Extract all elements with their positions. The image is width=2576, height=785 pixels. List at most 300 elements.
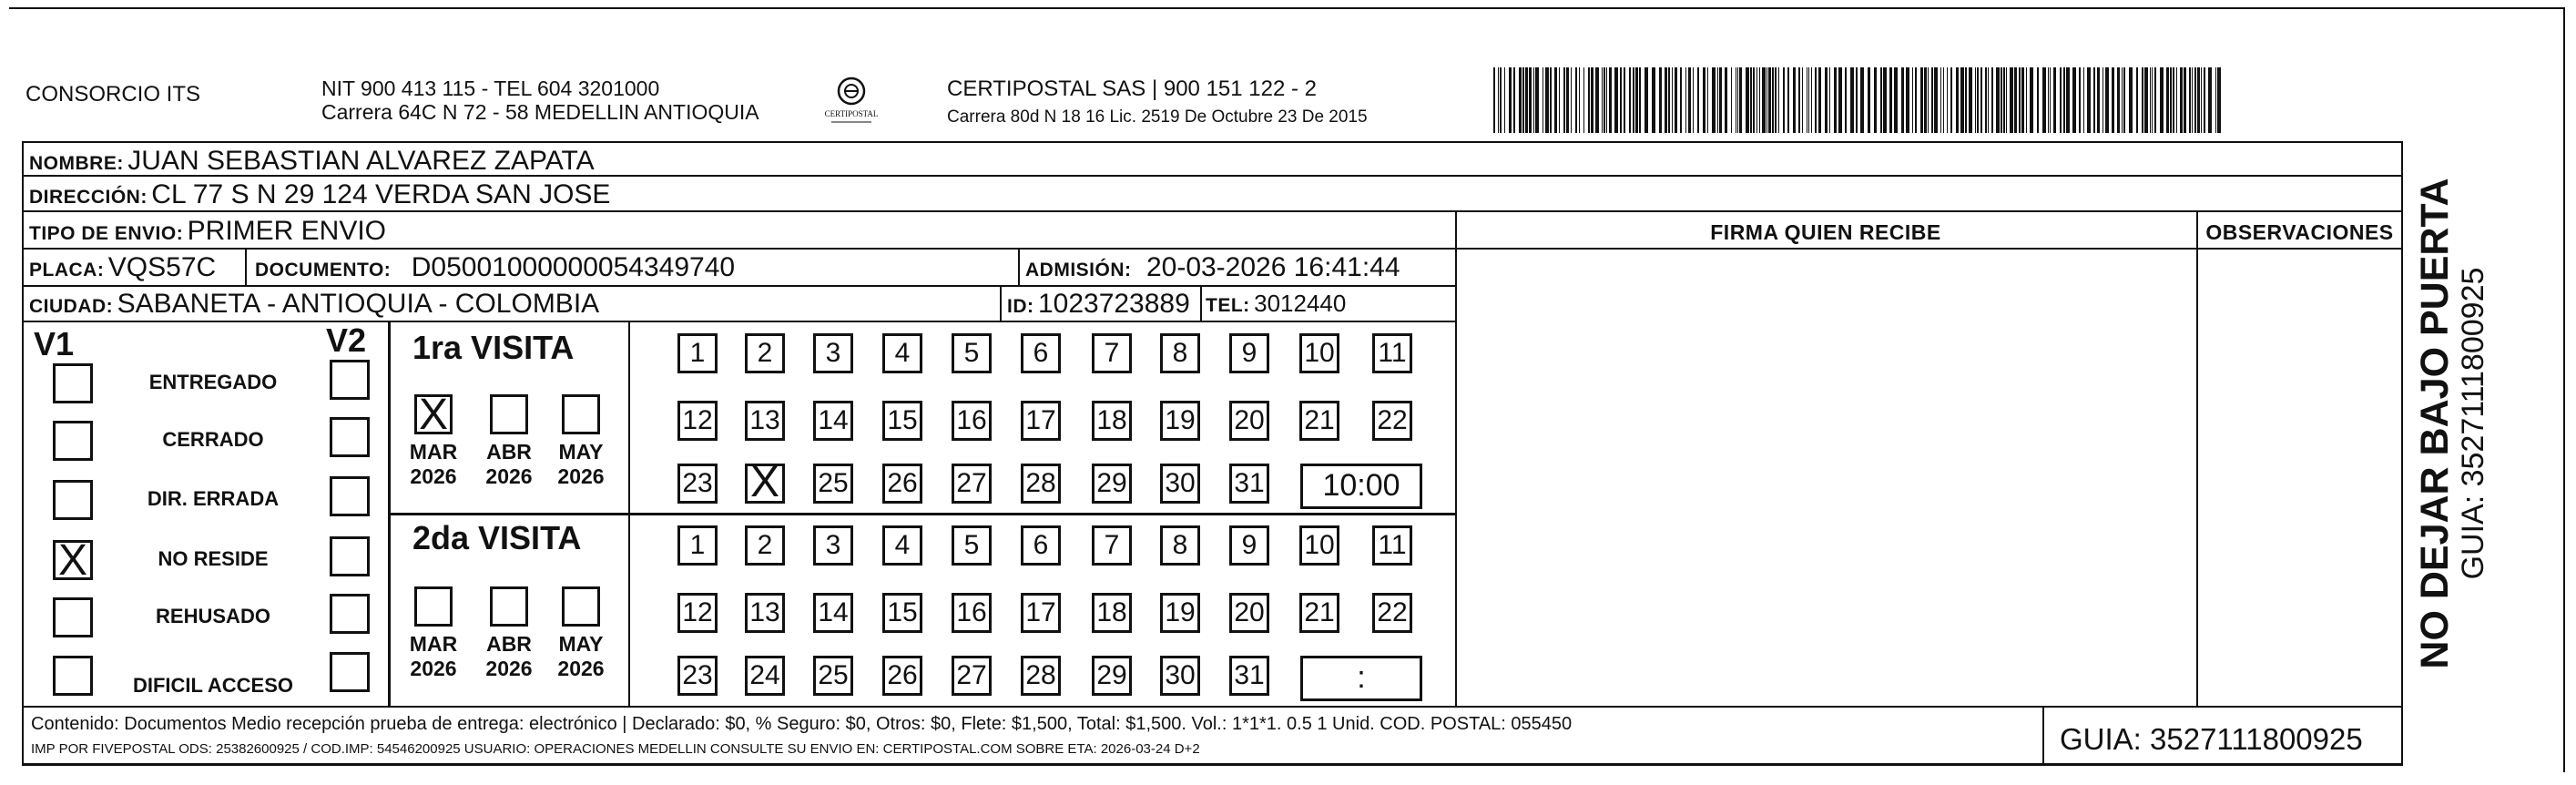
id-divider <box>1000 285 1002 321</box>
v2-checkbox[interactable] <box>330 360 370 400</box>
day-box[interactable]: 2 <box>745 525 785 566</box>
v2-checkbox[interactable] <box>330 417 370 457</box>
barcode-bar <box>2166 67 2169 133</box>
barcode-bar <box>2001 67 2002 133</box>
barcode-bar <box>1768 67 1771 133</box>
barcode-bar <box>1519 67 1522 133</box>
day-box[interactable]: 10 <box>1299 525 1339 566</box>
barcode-bar <box>1874 67 1877 133</box>
barcode-bar <box>2144 67 2148 133</box>
day-box[interactable]: 26 <box>882 656 922 696</box>
barcode-bar <box>2030 67 2033 133</box>
sender-address: Carrera 64C N 72 - 58 MEDELLIN ANTIOQUIA <box>321 100 759 124</box>
day-box[interactable]: 11 <box>1372 525 1412 566</box>
barcode-bar <box>1818 67 1821 133</box>
barcode-bar <box>2197 67 2200 133</box>
direccion-value: CL 77 S N 29 124 VERDA SAN JOSE <box>151 179 611 209</box>
barcode-bar <box>1719 67 1722 133</box>
barcode-bar <box>2042 67 2046 133</box>
barcode-bar <box>1604 67 1605 133</box>
barcode-bar <box>2123 67 2125 133</box>
barcode-bar <box>1522 67 1524 133</box>
barcode-bar <box>1947 67 1948 133</box>
barcode-bar <box>1665 67 1667 133</box>
barcode-bar <box>2050 67 2051 133</box>
barcode-bar <box>1675 67 1677 133</box>
day-box[interactable]: 19 <box>1160 593 1200 633</box>
barcode-bar <box>2006 67 2007 133</box>
day-box[interactable]: 13 <box>745 593 785 633</box>
month-year: 2026 <box>410 464 457 488</box>
day-box[interactable]: 7 <box>1092 333 1132 373</box>
barcode-bar <box>1554 67 1557 133</box>
carrier-name: CERTIPOSTAL SAS | 900 151 122 - 2 <box>947 76 1317 101</box>
barcode-bar <box>1509 67 1512 133</box>
barcode-bar <box>1969 67 1972 133</box>
barcode-bar <box>1965 67 1967 133</box>
barcode-bar <box>1988 67 1989 133</box>
status-label: NO RESIDE <box>158 547 269 570</box>
barcode-bar <box>1583 67 1584 133</box>
barcode-bar <box>1868 67 1870 133</box>
barcode-bar <box>2154 67 2156 133</box>
barcode-bar <box>1931 67 1933 133</box>
observaciones-header: OBSERVACIONES <box>2205 220 2394 244</box>
month-year: 2026 <box>557 464 605 488</box>
barcode-bar <box>1525 67 1528 133</box>
day-box[interactable]: 8 <box>1160 333 1200 373</box>
visit2-time-field[interactable]: : <box>1300 656 1422 701</box>
footer-imp: IMP POR FIVEPOSTAL ODS: 25382600925 / COD.IMP: 54546200925 USUARIO: OPERACIONES MEDELLIN CONSULTE SU ENVIO EN: CERTIPOSTAL.COM SOBRE ETA: 2026-03-24 D+2 <box>31 741 1200 757</box>
outer-right-border <box>2563 7 2565 772</box>
day-box[interactable]: 26 <box>882 464 922 504</box>
barcode-bar <box>1985 67 1987 133</box>
id-value: 1023723889 <box>1037 289 1190 319</box>
status-label: CERRADO <box>162 428 264 451</box>
month-label: MAR <box>409 632 458 656</box>
barcode-bar <box>2170 67 2172 133</box>
barcode-bar <box>1697 67 1699 133</box>
barcode-bar <box>2201 67 2202 133</box>
barcode-bar <box>2173 67 2174 133</box>
barcode-bar <box>1901 67 1904 133</box>
day-box[interactable]: 28 <box>1021 656 1061 696</box>
obs-left-divider <box>2196 210 2198 708</box>
barcode-bar <box>1725 67 1727 133</box>
barcode-bar <box>1856 67 1858 133</box>
barcode-bar <box>1498 67 1499 133</box>
barcode-bar <box>1559 67 1560 133</box>
barcode-bar <box>2014 67 2017 133</box>
barcode-bar <box>1591 67 1593 133</box>
placa-value: VQS57C <box>107 252 217 282</box>
documento-label: DOCUMENTO: <box>255 260 392 280</box>
barcode-bar <box>2122 67 2123 133</box>
day-box[interactable]: 24 <box>745 656 785 696</box>
barcode-bar <box>1975 67 1976 133</box>
status-label: REHUSADO <box>156 605 270 627</box>
barcode-bar <box>1703 67 1705 133</box>
barcode-bar <box>2060 67 2062 133</box>
admision-value: 20-03-2026 16:41:44 <box>1145 252 1400 282</box>
barcode-bar <box>2117 67 2120 133</box>
day-box[interactable]: 9 <box>1229 333 1269 373</box>
barcode-bar <box>2083 67 2084 133</box>
day-box[interactable]: 1 <box>677 333 718 373</box>
day-box[interactable]: 4 <box>882 525 922 566</box>
month-year: 2026 <box>410 657 457 680</box>
barcode-bar <box>1533 67 1534 133</box>
day-box[interactable]: 11 <box>1372 333 1412 373</box>
barcode-bar <box>1629 67 1631 133</box>
tel-value: 3012440 <box>1254 290 1347 317</box>
barcode-bar <box>2003 67 2005 133</box>
tel-cell <box>1206 290 1346 318</box>
footer-contenido: Contenido: Documentos Medio recepción prueba de entrega: electrónico | Declarado: $0, % Seguro: $0, Otros: $0, Flete: $1,500, Total: $1,500. Vol.: 1*1*1. 0.5 1 Unid. COD. POSTAL: 055450 <box>31 714 1573 734</box>
day-box[interactable]: 18 <box>1092 401 1132 441</box>
barcode-bar <box>1672 67 1673 133</box>
barcode-bar <box>1750 67 1752 133</box>
barcode-bar <box>2112 67 2114 133</box>
barcode-bar <box>1493 67 1495 133</box>
footer-divider <box>22 706 2403 708</box>
barcode-bar <box>2063 67 2065 133</box>
ciudad-value: SABANETA - ANTIOQUIA - COLOMBIA <box>117 289 600 319</box>
barcode-bar <box>2217 67 2221 133</box>
day-box[interactable]: 20 <box>1229 401 1269 441</box>
visit-day-divider <box>628 321 630 708</box>
row-divider-5 <box>22 321 1456 322</box>
barcode-bar <box>1602 67 1603 133</box>
barcode-bar <box>2184 67 2186 133</box>
day-box[interactable]: 12 <box>677 401 718 441</box>
barcode-bar <box>1775 67 1777 133</box>
barcode-bar <box>1940 67 1941 133</box>
day-box[interactable]: 4 <box>882 333 922 373</box>
day-box[interactable]: 8 <box>1160 525 1200 566</box>
barcode-bar <box>1753 67 1755 133</box>
footer-guia-divider <box>2042 708 2044 764</box>
barcode-bar <box>1579 67 1580 133</box>
v1-checkbox[interactable] <box>53 597 93 637</box>
barcode-bar <box>1928 67 1929 133</box>
month-label: MAY <box>558 440 604 464</box>
placa-divider <box>245 248 247 285</box>
barcode-bar <box>1737 67 1738 133</box>
barcode-bar <box>1845 67 1847 133</box>
barcode-bar <box>1834 67 1837 133</box>
barcode-bar <box>1787 67 1789 133</box>
barcode-bar <box>1759 67 1760 133</box>
day-box[interactable]: 21 <box>1299 593 1339 633</box>
v1-checkbox[interactable] <box>53 363 93 403</box>
barcode-bar <box>1550 67 1552 133</box>
barcode-bar <box>2072 67 2076 133</box>
day-box[interactable]: 17 <box>1021 401 1061 441</box>
v1-checkbox[interactable] <box>53 421 93 461</box>
visit2-title: 2da VISITA <box>412 519 582 556</box>
barcode-bar <box>1894 67 1898 133</box>
placa-cell <box>29 252 216 283</box>
v2-checkbox[interactable] <box>330 536 370 576</box>
barcode-bar <box>2215 67 2216 133</box>
tipo-row <box>29 216 386 247</box>
day-box[interactable]: 29 <box>1092 656 1132 696</box>
v1-checkbox[interactable] <box>53 656 93 696</box>
barcode-bar <box>1563 67 1565 133</box>
day-box[interactable]: 12 <box>677 593 718 633</box>
barcode-bar <box>2142 67 2143 133</box>
barcode-bar <box>1513 67 1515 133</box>
documento-value: D05001000000054349740 <box>411 252 736 282</box>
month-year: 2026 <box>485 464 533 488</box>
visit-divider <box>391 513 1457 515</box>
v1-checkbox[interactable] <box>53 536 93 585</box>
barcode-bar <box>2087 67 2091 133</box>
month-checkbox[interactable] <box>414 586 453 627</box>
day-box[interactable]: 6 <box>1021 333 1061 373</box>
id-label: ID: <box>1007 296 1034 317</box>
barcode-bar <box>1850 67 1854 133</box>
day-box[interactable]: 25 <box>813 464 853 504</box>
day-box[interactable]: 15 <box>882 593 922 633</box>
barcode-bar <box>1912 67 1913 133</box>
day-box[interactable]: 27 <box>952 656 992 696</box>
carrier-license: Carrera 80d N 18 16 Lic. 2519 De Octubre 23 De 2015 <box>947 107 1368 127</box>
tel-label: TEL: <box>1206 295 1250 316</box>
barcode-bar <box>1934 67 1938 133</box>
barcode-bar <box>1652 67 1655 133</box>
barcode-bar <box>2208 67 2212 133</box>
status-label: DIR. ERRADA <box>147 487 280 510</box>
month-year: 2026 <box>485 657 533 680</box>
day-box[interactable]: 19 <box>1160 401 1200 441</box>
day-box[interactable]: 29 <box>1092 464 1132 504</box>
certipostal-logo <box>824 73 879 129</box>
barcode-bar <box>2189 67 2191 133</box>
logo-text: CERTIPOSTAL <box>824 109 879 118</box>
nombre-row <box>29 146 595 177</box>
barcode-bar <box>1624 67 1625 133</box>
barcode-bar <box>1880 67 1882 133</box>
barcode-bar <box>1980 67 1982 133</box>
v2-label: V2 <box>326 321 367 359</box>
barcode-bar <box>1808 67 1809 133</box>
barcode-bar <box>2010 67 2013 133</box>
barcode-bar <box>1802 67 1803 133</box>
barcode-bar <box>1644 67 1648 133</box>
barcode-bar <box>1545 67 1549 133</box>
month-label: MAR <box>409 440 458 464</box>
barcode-bar <box>2093 67 2095 133</box>
v2-checkbox[interactable] <box>330 476 370 516</box>
month-checkbox[interactable] <box>490 586 528 627</box>
barcode-bar <box>1609 67 1612 133</box>
visit1-title: 1ra VISITA <box>412 329 575 366</box>
day-box[interactable]: 18 <box>1092 593 1132 633</box>
barcode-bar <box>1668 67 1670 133</box>
barcode-bar <box>2026 67 2027 133</box>
month-label: ABR <box>486 632 532 656</box>
barcode-bar <box>2194 67 2196 133</box>
barcode-bar <box>1575 67 1577 133</box>
side-warning: NO DEJAR BAJO PUERTA <box>2413 178 2457 669</box>
ciudad-cell <box>29 289 599 320</box>
direccion-row <box>29 179 610 210</box>
day-box[interactable]: 17 <box>1021 593 1061 633</box>
day-box[interactable]: 16 <box>952 401 992 441</box>
visit1-time-field[interactable]: 10:00 <box>1300 464 1422 509</box>
month-check-mark: X <box>418 391 448 439</box>
table-right-border <box>2401 141 2403 765</box>
admision-label: ADMISIÓN: <box>1025 260 1132 280</box>
barcode-bar <box>1956 67 1959 133</box>
outer-top-border <box>9 7 2563 9</box>
barcode-bar <box>1659 67 1662 133</box>
v2-checkbox[interactable] <box>330 594 370 634</box>
barcode-bar <box>1614 67 1618 133</box>
day-box[interactable]: 21 <box>1299 401 1339 441</box>
day-box[interactable]: 13 <box>745 401 785 441</box>
day-box[interactable]: 30 <box>1160 656 1200 696</box>
barcode-bar <box>1633 67 1634 133</box>
month-year: 2026 <box>557 657 605 680</box>
month-checkbox[interactable] <box>562 586 600 627</box>
month-checkbox[interactable] <box>414 391 453 439</box>
status-label: DIFICIL ACCESO <box>132 674 293 697</box>
barcode-bar <box>1950 67 1952 133</box>
day-box[interactable]: 14 <box>813 401 853 441</box>
barcode-bar <box>1883 67 1887 133</box>
day-box[interactable]: 31 <box>1229 656 1269 696</box>
barcode-bar <box>1920 67 1923 133</box>
day-box[interactable]: 5 <box>952 333 992 373</box>
id-cell <box>1007 289 1190 320</box>
barcode-bar <box>1889 67 1892 133</box>
barcode-bar <box>1717 67 1718 133</box>
barcode-bar <box>2176 67 2177 133</box>
day-box[interactable]: 3 <box>813 525 853 566</box>
barcode-bar <box>1504 67 1505 133</box>
day-box[interactable]: 5 <box>952 525 992 566</box>
nombre-label: NOMBRE: <box>29 153 124 174</box>
barcode-bar <box>1529 67 1532 133</box>
barcode-bar <box>1783 67 1785 133</box>
barcode-bar <box>1798 67 1800 133</box>
day-box[interactable]: 27 <box>952 464 992 504</box>
barcode-bar <box>1535 67 1539 133</box>
day-box[interactable]: 25 <box>813 656 853 696</box>
barcode-bar <box>2105 67 2109 133</box>
footer-guia: GUIA: 3527111800925 <box>2060 722 2363 756</box>
day-box[interactable]: 16 <box>952 593 992 633</box>
table-left-border <box>22 141 24 765</box>
barcode-bar <box>1915 67 1917 133</box>
month-label: MAY <box>558 632 604 656</box>
day-box[interactable]: 2 <box>745 333 785 373</box>
day-box[interactable]: 1 <box>677 525 718 566</box>
v1-checkbox[interactable] <box>53 480 93 520</box>
barcode-bar <box>1860 67 1864 133</box>
barcode-bar <box>2048 67 2049 133</box>
month-checkbox[interactable] <box>490 394 528 434</box>
ciudad-label: CIUDAD: <box>29 296 114 317</box>
day-box[interactable]: 3 <box>813 333 853 373</box>
side-guia: GUIA: 3527111800925 <box>2456 267 2490 580</box>
day-box[interactable]: 15 <box>882 401 922 441</box>
sender-nit: NIT 900 413 115 - TEL 604 3201000 <box>321 76 660 100</box>
day-box[interactable]: 7 <box>1092 525 1132 566</box>
barcode-bar <box>1739 67 1742 133</box>
day-box[interactable]: 22 <box>1372 593 1412 633</box>
firma-header: FIRMA QUIEN RECIBE <box>1710 220 1941 244</box>
tipo-value: PRIMER ENVIO <box>187 216 387 246</box>
barcode-bar <box>1707 67 1708 133</box>
barcode-bar <box>2066 67 2070 133</box>
barcode-bar <box>1731 67 1732 133</box>
barcode-bar <box>1688 67 1691 133</box>
barcode-bar <box>2152 67 2153 133</box>
day-box[interactable]: 23 <box>677 464 718 504</box>
day-box[interactable]: 6 <box>1021 525 1061 566</box>
day-box[interactable]: 28 <box>1021 464 1061 504</box>
barcode-bar <box>1756 67 1757 133</box>
v2-checkbox[interactable] <box>330 652 370 692</box>
barcode-bar <box>1746 67 1749 133</box>
barcode-bar <box>1825 67 1828 133</box>
barcode-bar <box>1712 67 1716 133</box>
day-box[interactable]: 30 <box>1160 464 1200 504</box>
barcode-bar <box>2053 67 2056 133</box>
barcode-bar <box>2136 67 2138 133</box>
barcode-bar <box>1693 67 1694 133</box>
barcode-bar <box>1778 67 1779 133</box>
placa-label: PLACA: <box>29 260 105 280</box>
row-divider-3 <box>22 248 2403 250</box>
barcode-bar <box>1838 67 1842 133</box>
day-box[interactable]: 14 <box>813 593 853 633</box>
barcode-bar <box>1815 67 1817 133</box>
day-box[interactable]: 31 <box>1229 464 1269 504</box>
barcode-bar <box>1680 67 1682 133</box>
barcode-bar <box>1685 67 1686 133</box>
barcode-bar <box>1829 67 1830 133</box>
day-check-mark: X <box>749 458 779 506</box>
barcode-bar <box>2204 67 2205 133</box>
barcode-bar <box>1906 67 1909 133</box>
nombre-value: JUAN SEBASTIAN ALVAREZ ZAPATA <box>127 146 595 176</box>
day-box[interactable] <box>745 458 785 506</box>
day-box[interactable]: 9 <box>1229 525 1269 566</box>
v1-label: V1 <box>34 325 75 362</box>
day-box[interactable]: 10 <box>1299 333 1339 373</box>
table-bottom-border <box>22 763 2403 766</box>
month-checkbox[interactable] <box>562 394 600 434</box>
barcode-bar <box>2180 67 2183 133</box>
barcode-bar <box>2021 67 2024 133</box>
day-box[interactable]: 20 <box>1229 593 1269 633</box>
day-box[interactable]: 22 <box>1372 401 1412 441</box>
month-label: ABR <box>486 440 532 464</box>
status-label: ENTREGADO <box>148 371 278 393</box>
barcode-bar <box>2079 67 2081 133</box>
barcode-bar <box>1977 67 1979 133</box>
row-divider-2 <box>22 210 2403 212</box>
day-box[interactable]: 23 <box>677 656 718 696</box>
barcode-bar <box>1811 67 1812 133</box>
admision-divider <box>1018 248 1020 285</box>
barcode-bar <box>1762 67 1766 133</box>
